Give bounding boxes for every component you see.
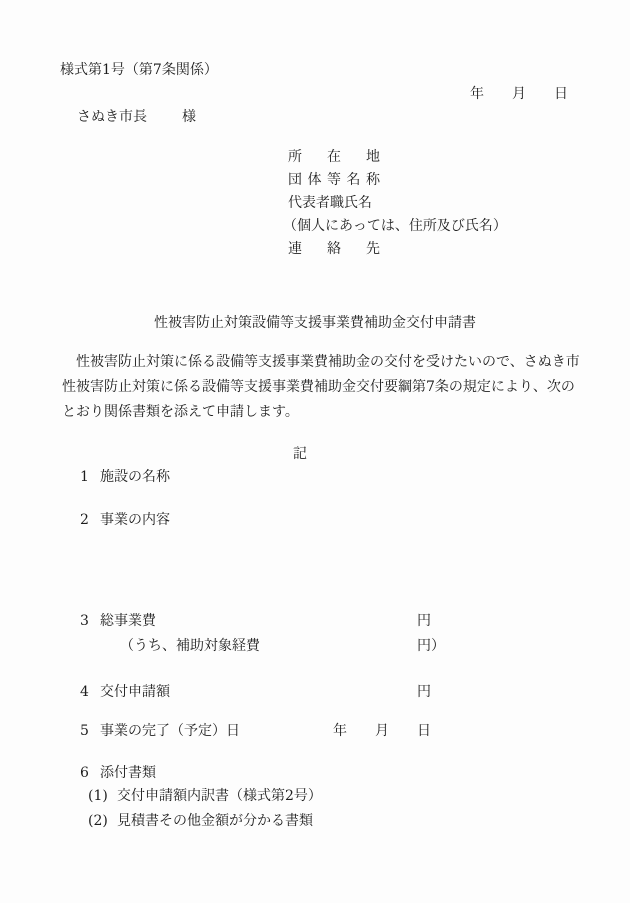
- addressee-line: [77, 107, 196, 127]
- attachment-row-2: [88, 811, 313, 831]
- applicant-address-row: [288, 147, 380, 167]
- addressee-honorific: 様: [182, 109, 196, 125]
- body-paragraph-line-1: 性被害防止対策に係る設備等支援事業費補助金の交付を受けたいので、さぬき市: [62, 354, 580, 370]
- item-3-unit: 円: [417, 613, 431, 629]
- document-title: 性被害防止対策設備等支援事業費補助金交付申請書: [154, 315, 476, 331]
- item-3-sub-unit: 円）: [417, 638, 445, 654]
- item-4-number: 4: [80, 684, 89, 700]
- item-3-number: 3: [80, 613, 89, 629]
- attachment-2-label: 見積書その他金額が分かる書類: [117, 813, 313, 829]
- applicant-org-row: [288, 170, 380, 190]
- item-row-3: [80, 611, 156, 631]
- applicant-individual-note: （個人にあっては、住所及び氏名）: [283, 218, 507, 234]
- item-4-unit: 円: [417, 684, 431, 700]
- item-row-5: [80, 721, 240, 741]
- applicant-address-label: 所在地: [288, 149, 380, 165]
- item-4-label: 交付申請額: [100, 684, 170, 700]
- applicant-contact-row: [288, 239, 380, 259]
- item-6-label: 添付書類: [100, 765, 156, 781]
- item-1-number: 1: [80, 469, 89, 485]
- item-6-number: 6: [80, 765, 89, 781]
- applicant-representative-label: 代表者職氏名: [288, 195, 372, 211]
- attachment-1-label: 交付申請額内訳書（様式第2号）: [117, 788, 322, 804]
- item-2-label: 事業の内容: [100, 512, 170, 528]
- item-3-sub-label: （うち、補助対象経費: [120, 638, 260, 654]
- attachment-row-1: [88, 786, 322, 806]
- item-5-date-blanks: 年 月 日: [333, 723, 431, 739]
- body-paragraph-line-3: とおり関係書類を添えて申請します。: [62, 404, 299, 420]
- item-5-number: 5: [80, 723, 89, 739]
- applicant-org-label: 団体等名称: [288, 172, 380, 188]
- item-row-1: [80, 467, 170, 487]
- item-5-label: 事業の完了（予定）日: [100, 723, 240, 739]
- addressee-name: さぬき市長: [77, 109, 147, 125]
- item-1-label: 施設の名称: [100, 469, 170, 485]
- item-row-4: [80, 682, 170, 702]
- item-2-number: 2: [80, 512, 89, 528]
- attachment-1-number: (1): [88, 788, 108, 804]
- ki-marker: 記: [293, 446, 307, 462]
- item-row-6: [80, 763, 156, 783]
- body-paragraph-line-2: 性被害防止対策に係る設備等支援事業費補助金交付要綱第7条の規定により、次の: [62, 379, 575, 395]
- item-row-2: [80, 510, 170, 530]
- date-line: 年 月 日: [470, 86, 568, 102]
- applicant-contact-label: 連絡先: [288, 241, 380, 257]
- form-number: 様式第1号（第7条関係）: [60, 62, 218, 78]
- attachment-2-number: (2): [88, 813, 108, 829]
- item-3-label: 総事業費: [100, 613, 156, 629]
